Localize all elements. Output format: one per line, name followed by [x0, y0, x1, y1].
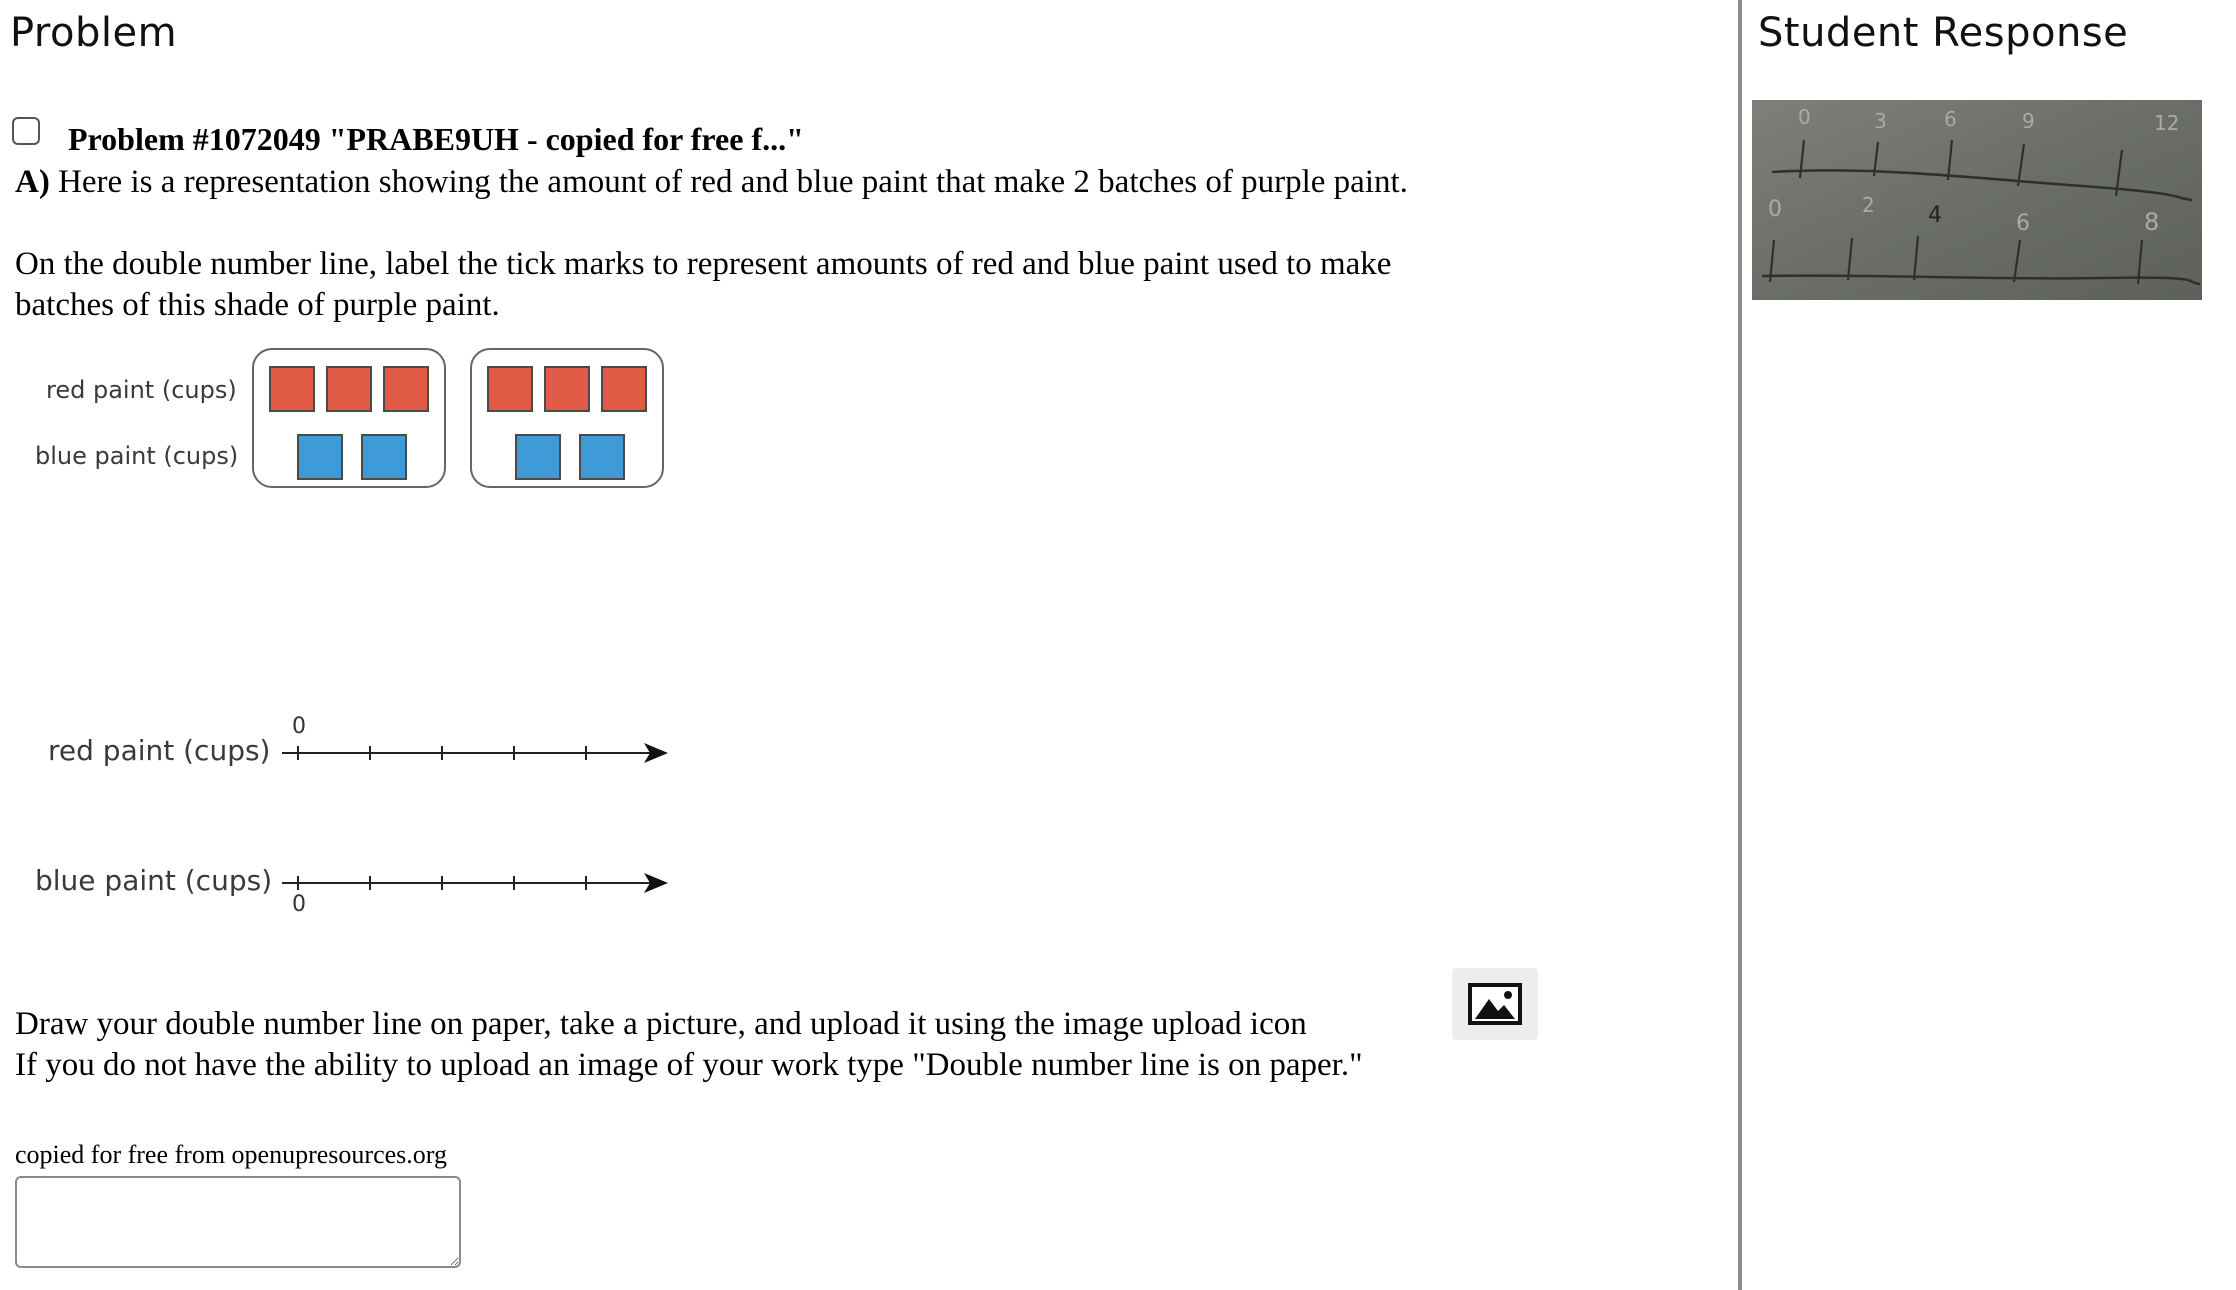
number-line-red-label: red paint (cups)	[48, 734, 271, 767]
blue-cup-square	[515, 434, 561, 480]
photo-bottom-value: 2	[1862, 193, 1875, 217]
red-cup-square	[544, 366, 590, 412]
red-cup-square	[383, 366, 429, 412]
fallback-instruction: If you do not have the ability to upload an image of your work type "Double number line is on paper."	[15, 1047, 1363, 1083]
blue-cup-square	[297, 434, 343, 480]
student-response-panel	[1742, 0, 2236, 1290]
batch-box-1	[252, 348, 446, 488]
photo-bottom-value: 6	[2016, 211, 2030, 236]
red-cup-square	[269, 366, 315, 412]
upload-instruction: Draw your double number line on paper, take a picture, and upload it using the image upload icon	[15, 1006, 1307, 1042]
photo-bottom-value: 4	[1928, 203, 1942, 228]
problem-panel-title: Problem	[10, 10, 178, 56]
photo-bottom-value: 0	[1768, 197, 1782, 222]
image-upload-icon	[1467, 982, 1523, 1026]
part-a-prompt	[15, 164, 1408, 201]
student-response-photo[interactable]	[1752, 100, 2202, 300]
blue-cup-square	[361, 434, 407, 480]
problem-select-checkbox[interactable]	[12, 117, 40, 145]
tape-blue-label: blue paint (cups)	[35, 442, 239, 470]
batch-box-2	[470, 348, 664, 488]
photo-top-value: 3	[1874, 109, 1887, 133]
part-a-text: Here is a representation showing the amount of red and blue paint that make 2 batches of purple paint.	[49, 164, 1408, 200]
number-line-blue-label: blue paint (cups)	[35, 864, 273, 897]
photo-top-value: 6	[1944, 107, 1957, 131]
photo-top-value: 0	[1798, 105, 1811, 129]
red-cup-square	[326, 366, 372, 412]
blue-cup-square	[579, 434, 625, 480]
red-number-line	[278, 733, 670, 773]
instruction-line: batches of this shade of purple paint.	[15, 287, 500, 323]
red-cup-square	[487, 366, 533, 412]
student-response-title: Student Response	[1758, 10, 2129, 56]
photo-top-value: 9	[2022, 109, 2035, 133]
photo-bottom-value: 8	[2144, 208, 2160, 236]
image-upload-button[interactable]	[1452, 968, 1538, 1040]
red-cup-square	[601, 366, 647, 412]
blue-zero-tick-label: 0	[292, 892, 306, 917]
instruction-line: On the double number line, label the tick marks to represent amounts of red and blue paint used to make	[15, 246, 1392, 282]
source-note: copied for free from openupresources.org	[15, 1140, 447, 1169]
tape-red-label: red paint (cups)	[46, 376, 237, 404]
problem-header: Problem #1072049 "PRABE9UH - copied for free f..."	[68, 121, 804, 157]
answer-input[interactable]	[15, 1176, 461, 1268]
part-a-letter: A)	[15, 164, 50, 200]
photo-top-value: 12	[2154, 111, 2180, 135]
blue-number-line	[278, 863, 670, 903]
red-zero-tick-label: 0	[292, 714, 306, 739]
